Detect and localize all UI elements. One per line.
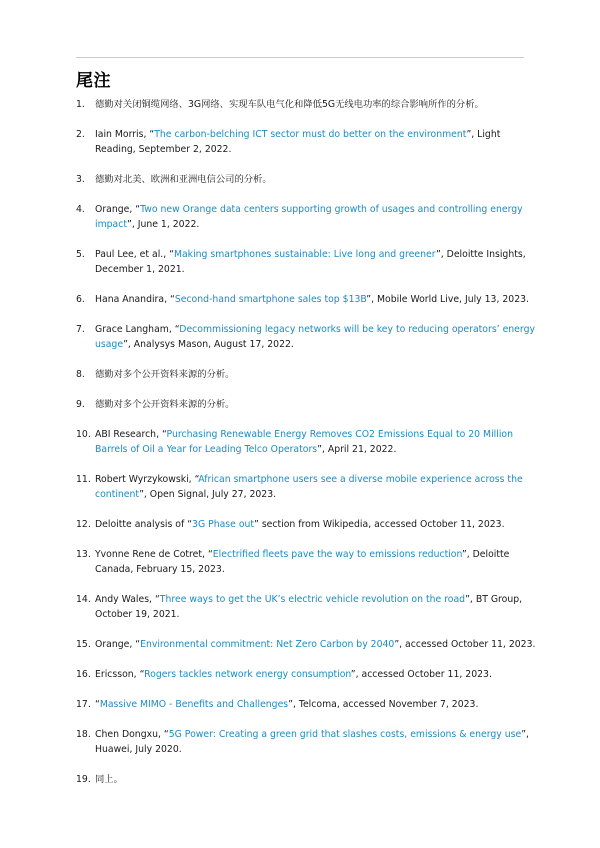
endnote-item bbox=[76, 727, 536, 757]
endnote-source-prefix: Chen Dongxu, “ bbox=[95, 729, 169, 740]
endnote-source-suffix: ”, Mobile World Live, July 13, 2023. bbox=[366, 294, 529, 305]
endnote-item bbox=[76, 517, 536, 532]
endnote-source-suffix: ”, Telcoma, accessed November 7, 2023. bbox=[288, 699, 479, 710]
endnote-number: 15. bbox=[76, 639, 91, 650]
endnote-item bbox=[76, 127, 536, 157]
endnote-text bbox=[95, 174, 272, 185]
endnote-text bbox=[95, 549, 509, 575]
endnote-source-prefix: Andy Wales, “ bbox=[95, 594, 160, 605]
endnote-item bbox=[76, 772, 536, 787]
endnote-source-suffix: ”, accessed October 11, 2023. bbox=[350, 669, 492, 680]
endnote-link[interactable]: Environmental commitment: Net Zero Carbon by 2040 bbox=[140, 639, 395, 650]
endnote-text bbox=[95, 474, 523, 500]
endnote-item bbox=[76, 172, 536, 187]
endnote-item bbox=[76, 97, 536, 112]
endnote-source-prefix: 德勤对关闭铜缆网络、3G网络、实现车队电气化和降低5G无线电功率的综合影响所作的分析。 bbox=[95, 99, 484, 110]
endnote-link[interactable]: Decommissioning legacy networks will be key to reducing operators’ energy usage bbox=[95, 324, 535, 350]
endnote-item bbox=[76, 592, 536, 622]
endnote-number: 14. bbox=[76, 594, 91, 605]
endnote-source-suffix: ”, Light Reading, September 2, 2022. bbox=[95, 129, 501, 155]
endnote-source-prefix: Yvonne Rene de Cotret, “ bbox=[95, 549, 213, 560]
endnote-number: 11. bbox=[76, 474, 91, 485]
endnote-number: 5. bbox=[76, 249, 85, 260]
endnote-text bbox=[95, 519, 505, 530]
endnote-number: 7. bbox=[76, 324, 85, 335]
endnote-text bbox=[95, 324, 535, 350]
endnote-item bbox=[76, 667, 536, 682]
endnote-link[interactable]: Rogers tackles network energy consumption bbox=[144, 669, 351, 680]
endnote-source-suffix: ”, Open Signal, July 27, 2023. bbox=[139, 489, 277, 500]
endnote-link[interactable]: Purchasing Renewable Energy Removes CO2 Emissions Equal to 20 Million Barrels of Oil a Year for Leading Telco Operators bbox=[95, 429, 513, 455]
endnote-text bbox=[95, 294, 529, 305]
endnote-source-suffix: ”, Deloitte Insights, December 1, 2021. bbox=[95, 249, 526, 275]
endnote-number: 19. bbox=[76, 774, 91, 785]
endnote-text bbox=[95, 429, 513, 455]
endnote-text bbox=[95, 399, 234, 410]
header-divider bbox=[76, 57, 524, 58]
endnote-item bbox=[76, 367, 536, 382]
endnote-number: 16. bbox=[76, 669, 91, 680]
endnote-text bbox=[95, 594, 522, 620]
endnote-link[interactable]: African smartphone users see a diverse mobile experience across the continent bbox=[95, 474, 523, 500]
endnote-source-suffix: ” section from Wikipedia, accessed October 11, 2023. bbox=[254, 519, 505, 530]
endnote-link[interactable]: Making smartphones sustainable: Live long and greener bbox=[173, 249, 436, 260]
endnote-item bbox=[76, 247, 536, 277]
endnote-text bbox=[95, 204, 523, 230]
endnote-source-prefix: Iain Morris, “ bbox=[95, 129, 155, 140]
endnote-source-prefix: Grace Langham, “ bbox=[95, 324, 180, 335]
endnote-text bbox=[95, 369, 234, 380]
endnote-item bbox=[76, 292, 536, 307]
endnote-source-prefix: Robert Wyrzykowski, “ bbox=[95, 474, 199, 485]
endnote-source-prefix: Paul Lee, et al., “ bbox=[95, 249, 174, 260]
endnote-item bbox=[76, 472, 536, 502]
endnote-number: 6. bbox=[76, 294, 85, 305]
endnote-source-suffix: ”, Analysys Mason, August 17, 2022. bbox=[123, 339, 294, 350]
endnote-item bbox=[76, 547, 536, 577]
endnote-link[interactable]: The carbon-belching ICT sector must do better on the environment bbox=[154, 129, 467, 140]
endnote-number: 2. bbox=[76, 129, 85, 140]
endnote-source-suffix: ”, Deloitte Canada, February 15, 2023. bbox=[95, 549, 510, 575]
endnote-link[interactable]: Two new Orange data centers supporting growth of usages and controlling energy impact bbox=[95, 204, 523, 230]
endnote-number: 18. bbox=[76, 729, 91, 740]
endnote-source-prefix: ABI Research, “ bbox=[95, 429, 167, 440]
endnote-number: 12. bbox=[76, 519, 91, 530]
endnote-number: 3. bbox=[76, 174, 85, 185]
endnote-number: 4. bbox=[76, 204, 85, 215]
endnote-source-suffix: ”, June 1, 2022. bbox=[127, 219, 200, 230]
endnote-source-suffix: ”, April 21, 2022. bbox=[317, 444, 397, 455]
endnote-source-prefix: 同上。 bbox=[95, 774, 123, 785]
endnote-source-prefix: 德勤对北美、欧洲和亚洲电信公司的分析。 bbox=[95, 174, 272, 185]
endnote-source-prefix: 德勤对多个公开资料来源的分析。 bbox=[95, 369, 235, 380]
endnote-source-prefix: Orange, “ bbox=[95, 204, 141, 215]
endnote-link[interactable]: 3G Phase out bbox=[192, 519, 255, 530]
endnote-number: 17. bbox=[76, 699, 91, 710]
endnote-source-prefix: 德勤对多个公开资料来源的分析。 bbox=[95, 399, 235, 410]
endnote-text bbox=[95, 729, 529, 755]
endnote-source-prefix: Hana Anandira, “ bbox=[95, 294, 175, 305]
endnote-source-suffix: ”, BT Group, October 19, 2021. bbox=[95, 594, 523, 620]
endnote-number: 13. bbox=[76, 549, 91, 560]
endnote-item bbox=[76, 697, 536, 712]
endnote-number: 1. bbox=[76, 99, 85, 110]
endnote-link[interactable]: Electrified fleets pave the way to emissions reduction bbox=[212, 549, 462, 560]
endnote-link[interactable]: Second-hand smartphone sales top $13B bbox=[174, 294, 367, 305]
endnotes-list bbox=[76, 97, 536, 802]
endnote-text bbox=[95, 129, 500, 155]
endnote-text bbox=[95, 639, 535, 650]
endnote-source-prefix: Orange, “ bbox=[95, 639, 141, 650]
endnote-source-suffix: ”, Huawei, July 2020. bbox=[95, 729, 530, 755]
endnote-number: 9. bbox=[76, 399, 85, 410]
endnote-text bbox=[95, 99, 484, 110]
endnote-number: 8. bbox=[76, 369, 85, 380]
endnote-text bbox=[95, 249, 526, 275]
endnote-source-prefix: Deloitte analysis of “ bbox=[95, 519, 193, 530]
endnote-item bbox=[76, 637, 536, 652]
endnote-number: 10. bbox=[76, 429, 91, 440]
endnote-source-prefix: “ bbox=[95, 699, 100, 710]
endnote-item bbox=[76, 202, 536, 232]
endnote-text bbox=[95, 774, 123, 785]
endnote-item bbox=[76, 322, 536, 352]
endnote-text bbox=[95, 699, 478, 710]
endnote-source-prefix: Ericsson, “ bbox=[95, 669, 145, 680]
page-title: 尾注 bbox=[76, 71, 111, 91]
endnote-item bbox=[76, 427, 536, 457]
endnote-text bbox=[95, 669, 492, 680]
endnote-item bbox=[76, 397, 536, 412]
endnote-link[interactable]: Three ways to get the UK’s electric vehicle revolution on the road bbox=[159, 594, 466, 605]
endnote-source-suffix: ”, accessed October 11, 2023. bbox=[394, 639, 536, 650]
endnote-link[interactable]: 5G Power: Creating a green grid that slashes costs, emissions & energy use bbox=[168, 729, 522, 740]
endnote-link[interactable]: Massive MIMO - Benefits and Challenges bbox=[99, 699, 289, 710]
